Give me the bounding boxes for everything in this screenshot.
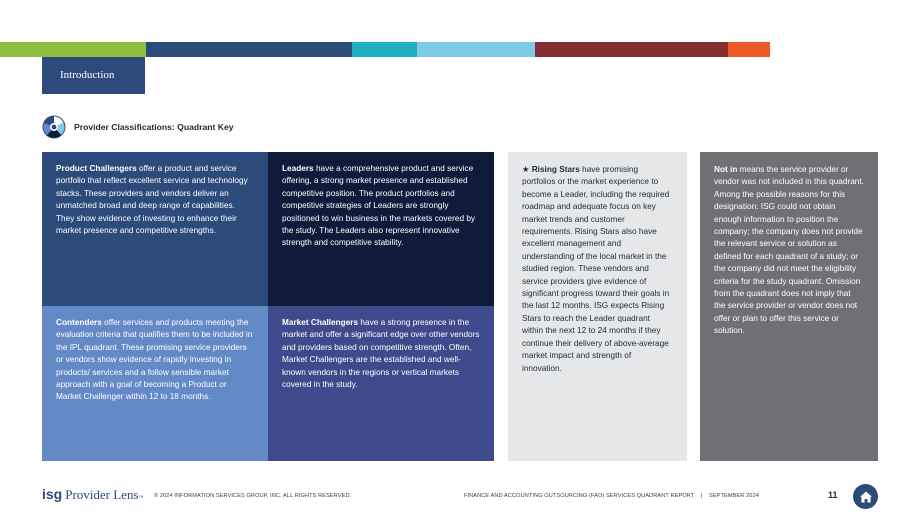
color-bar-green	[0, 42, 146, 57]
section-heading	[42, 114, 234, 140]
term-product-challengers: Product Challengers	[56, 164, 137, 173]
page-number: 11	[828, 490, 838, 500]
quadrant-product-challengers	[42, 152, 268, 306]
star-icon: ★	[522, 165, 530, 174]
color-bar-orange	[728, 42, 770, 57]
brand-tm: ™	[138, 495, 144, 501]
quadrant-contenders	[42, 306, 268, 461]
panel-not-in	[700, 152, 878, 461]
term-rising-stars: Rising Stars	[531, 165, 580, 174]
report-info	[464, 493, 759, 499]
copyright: © 2024 INFORMATION SERVICES GROUP, INC. ALL RIGHTS RESERVED.	[154, 493, 352, 499]
color-bar-navy	[146, 42, 352, 57]
desc-not-in: means the service provider or vendor was not included in this quadrant. Among the possible reasons for this designation: ISG could not obtain enough information to position the company; the company does not provide the relevant service or solution as defined for each quadrant of a study; or the company did not meet the eligibility criteria for the study quadrant. Omission from the quadrant does not imply that the service provider or vendor does not offer or plan to offer this service or solution.	[714, 165, 864, 336]
desc-leaders: have a comprehensive product and service offering, a strong market presence and established competitive position. The product portfolios and competitive strategies of Leaders are strongly positioned to win business in the markets covered by the study. The Leaders also represent innovative strength and competitive stability.	[282, 164, 476, 248]
quadrant-market-challengers	[268, 306, 494, 461]
quadrant-leaders	[268, 152, 494, 306]
term-leaders: Leaders	[282, 164, 314, 173]
desc-product-challengers: offer a product and service portfolio that reflect excellent service and technology stacks. These providers and vendors deliver an unmatched broad and deep range of capabilities. They show evidence of investing to enhance their market presence and competitive strengths.	[56, 164, 248, 236]
section-tab-introduction[interactable]	[42, 57, 145, 94]
brand-isg: isg	[42, 486, 63, 502]
isg-provider-lens-logo	[42, 486, 144, 503]
term-market-challengers: Market Challengers	[282, 318, 359, 327]
term-contenders: Contenders	[56, 318, 102, 327]
brand-provider-lens: Provider Lens	[65, 487, 139, 502]
footer-separator: |	[700, 493, 703, 499]
quadrant-logo-icon	[42, 115, 66, 139]
desc-market-challengers: have a strong presence in the market and offer a significant edge over other vendors and providers based on competitive strength. Often, Market Challengers are the established and well-known vendors in the regions or vertical markets covered in the study.	[282, 318, 480, 390]
report-title: FINANCE AND ACCOUNTING OUTSOURCING (FAO) SERVICES QUADRANT REPORT	[464, 493, 695, 499]
section-tab-label: Introduction	[60, 69, 115, 81]
color-bar-maroon	[535, 42, 728, 57]
term-not-in: Not in	[714, 165, 738, 174]
color-bar-teal	[352, 42, 417, 57]
color-bar-sky	[417, 42, 535, 57]
report-date: SEPTEMBER 2024	[709, 493, 759, 499]
home-button[interactable]	[853, 484, 878, 509]
desc-contenders: offer services and products meeting the evaluation criteria that qualifies them to be included in the IPL quadrant. These promising service providers or vendors show evidence of rapidly investing in products/ services and a follow sensible market approach with a goal of becoming a Product or Market Challenger within 12 to 18 months.	[56, 318, 253, 402]
panel-rising-stars	[508, 152, 687, 461]
footer	[42, 484, 882, 510]
page-title: Provider Classifications: Quadrant Key	[74, 122, 234, 132]
top-color-bar	[0, 42, 920, 57]
home-icon	[859, 490, 873, 504]
desc-rising-stars: have promising portfolios or the market experience to become a Leader, including the required roadmap and adequate focus on key market trends and customer requirements. Rising Stars also have excellent management and understanding of the local market in the studied region. These vendors and service providers give evidence of significant progress toward their goals in the last 12 months. ISG expects Rising Stars to reach the Leader quadrant within the next 12 to 24 months if they continue their delivery of above-average market impact and strength of innovation.	[522, 165, 670, 373]
